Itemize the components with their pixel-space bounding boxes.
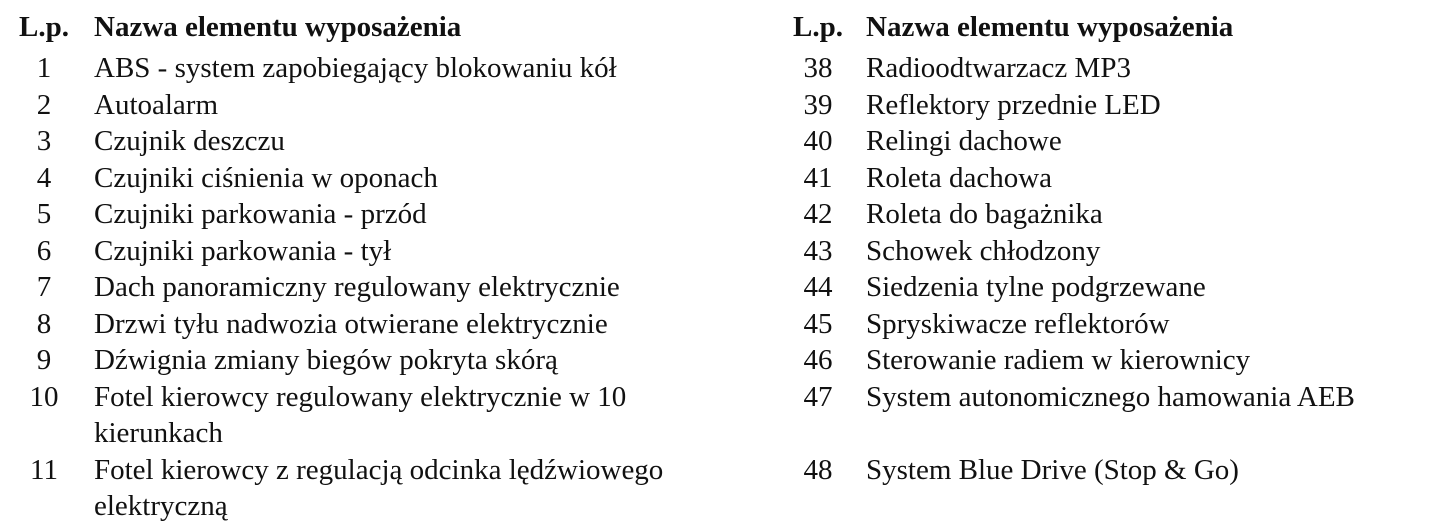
table-row: [0, 160, 760, 197]
table-row: [776, 50, 1436, 87]
row-number: 42: [803, 198, 833, 230]
table-row: [776, 160, 1436, 197]
row-name: Schowek chłodzony: [866, 234, 1101, 267]
table-row: [0, 342, 760, 379]
row-number: 1: [36, 52, 52, 84]
header-name: Nazwa elementu wyposażenia: [94, 11, 462, 43]
table-row: [776, 196, 1436, 233]
row-name: Sterowanie radiem w kierownicy: [866, 344, 1251, 376]
table-header: [776, 8, 1436, 46]
header-name: Nazwa elementu wyposażenia: [866, 11, 1234, 43]
row-name: Dźwignia zmiany biegów pokryta skórą: [94, 344, 558, 376]
row-name: Roleta do bagażnika: [866, 198, 1103, 230]
row-number: 11: [30, 453, 58, 486]
row-number: 9: [36, 344, 52, 376]
table-row-continuation: [0, 415, 760, 452]
table-row: [0, 87, 760, 124]
row-number: 48: [803, 453, 833, 486]
header-lp: L.p.: [793, 11, 843, 43]
row-name: Spryskiwacze reflektorów: [866, 307, 1170, 340]
table-row: [0, 379, 760, 416]
row-number: 8: [36, 307, 52, 340]
row-number: 38: [803, 52, 833, 84]
row-number: 6: [36, 234, 52, 267]
row-name: Fotel kierowcy regulowany elektrycznie w 10: [94, 380, 627, 413]
table-row: [0, 50, 760, 87]
row-number: 43: [803, 234, 833, 267]
table-row: [776, 379, 1436, 416]
table-row: [0, 196, 760, 233]
table-row: [0, 269, 760, 306]
row-name: ABS - system zapobiegający blokowaniu kół: [94, 52, 617, 84]
row-number: 10: [29, 380, 59, 413]
row-name: Roleta dachowa: [866, 161, 1053, 194]
row-name-continuation: elektryczną: [94, 490, 228, 522]
row-name: Radioodtwarzacz MP3: [866, 52, 1131, 84]
row-number: 46: [803, 344, 833, 376]
table-row: [776, 342, 1436, 379]
table-row-spacer: [776, 415, 1436, 452]
row-number: 39: [803, 88, 833, 121]
row-name: System autonomicznego hamowania AEB: [866, 380, 1355, 413]
row-number: 4: [36, 161, 52, 194]
table-row: [0, 123, 760, 160]
table-row: [776, 87, 1436, 124]
row-name: System Blue Drive (Stop & Go): [866, 453, 1239, 486]
row-name: Dach panoramiczny regulowany elektrycznie: [94, 271, 620, 303]
row-name: Siedzenia tylne podgrzewane: [866, 271, 1206, 303]
row-name-continuation: kierunkach: [94, 417, 223, 449]
row-number: 40: [803, 125, 833, 157]
row-number: 44: [803, 271, 833, 303]
row-number: 7: [36, 271, 52, 303]
row-number: 41: [803, 161, 833, 194]
table-row: [776, 306, 1436, 343]
row-name: Autoalarm: [94, 88, 219, 121]
row-number: 47: [803, 380, 833, 413]
row-name: Czujniki parkowania - przód: [94, 198, 427, 230]
table-row: [776, 123, 1436, 160]
table-row: [0, 306, 760, 343]
header-lp: L.p.: [19, 11, 69, 43]
row-number: 3: [36, 125, 52, 157]
row-name: Reflektory przednie LED: [866, 88, 1161, 121]
row-name: Drzwi tyłu nadwozia otwierane elektrycznie: [94, 307, 608, 340]
row-number: 2: [36, 88, 52, 121]
row-name: Czujniki parkowania - tył: [94, 234, 392, 267]
equipment-table-left: [0, 8, 760, 525]
table-row: [0, 452, 760, 489]
equipment-table-right: [776, 8, 1436, 488]
table-row: [776, 233, 1436, 270]
row-number: 5: [36, 198, 52, 230]
table-header: [0, 8, 760, 46]
row-name: Relingi dachowe: [866, 125, 1062, 157]
table-row-continuation: [0, 488, 760, 525]
row-name: Fotel kierowcy z regulacją odcinka lędźwiowego: [94, 453, 664, 486]
row-name: Czujnik deszczu: [94, 125, 285, 157]
table-row: [0, 233, 760, 270]
row-name: Czujniki ciśnienia w oponach: [94, 161, 438, 194]
row-number: 45: [803, 307, 833, 340]
table-row: [776, 269, 1436, 306]
table-row: [776, 452, 1436, 489]
